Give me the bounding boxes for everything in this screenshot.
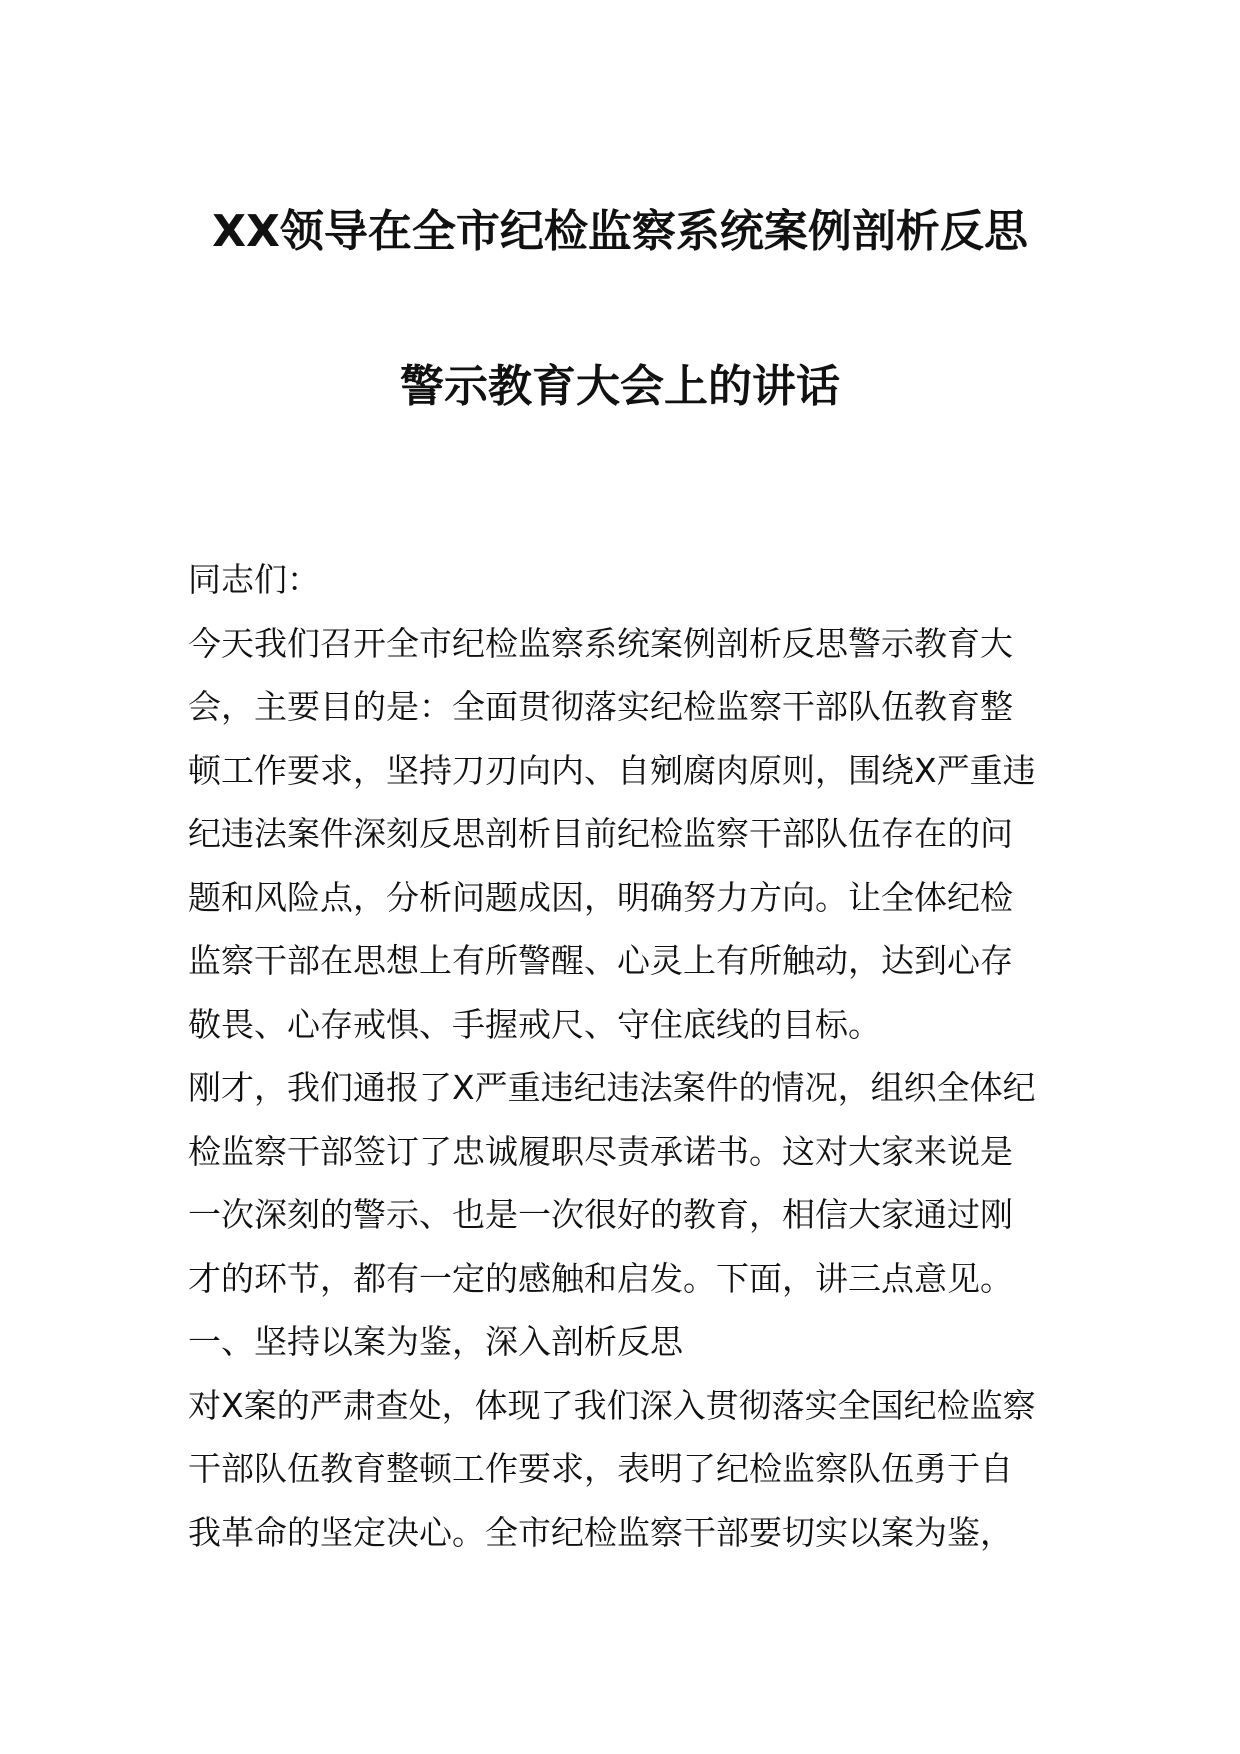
- salutation: 同志们：: [188, 560, 320, 599]
- body-line: 今天我们召开全市纪检监察系统案例剖析反思警示教育大: [188, 623, 1013, 663]
- body-line: 会，主要目的是：全面贯彻落实纪检监察干部队伍教育整: [188, 687, 1013, 726]
- body-line: 检监察干部签订了忠诚履职尽责承诺书。这对大家来说是: [188, 1131, 1013, 1171]
- body-line: 我革命的坚定决心。全市纪检监察干部要切实以案为鉴，: [188, 1512, 1013, 1552]
- body-line: 纪违法案件深刻反思剖析目前纪检监察干部队伍存在的问: [188, 814, 1013, 853]
- body-line: 刚才，我们通报了X严重违纪违法案件的情况，组织全体纪: [188, 1068, 1036, 1107]
- document-title-line-1: XX领导在全市纪检监察系统案例剖析反思: [212, 206, 1028, 257]
- body-line: 对X案的严肃查处，体现了我们深入贯彻落实全国纪检监察: [188, 1385, 1036, 1425]
- body-line: 监察干部在思想上有所警醒、心灵上有所触动，达到心存: [188, 941, 1013, 980]
- body-line: 一次深刻的警示、也是一次很好的教育，相信大家通过刚: [188, 1195, 1013, 1234]
- section-heading: 一、坚持以案为鉴，深入剖析反思: [188, 1322, 683, 1361]
- document-title-line-2: 警示教育大会上的讲话: [400, 361, 840, 412]
- document-body: [188, 548, 1058, 1564]
- body-line: 干部队伍教育整顿工作要求，表明了纪检监察队伍勇于自: [188, 1449, 1013, 1488]
- body-line: 才的环节，都有一定的感触和启发。下面，讲三点意见。: [188, 1258, 1013, 1298]
- body-line: 敬畏、心存戒惧、手握戒尺、守住底线的目标。: [188, 1004, 881, 1044]
- body-line: 题和风险点，分析问题成因，明确努力方向。让全体纪检: [188, 877, 1013, 917]
- body-line: 顿工作要求，坚持刀刃向内、自剜腐肉原则，围绕X严重违: [188, 750, 1036, 790]
